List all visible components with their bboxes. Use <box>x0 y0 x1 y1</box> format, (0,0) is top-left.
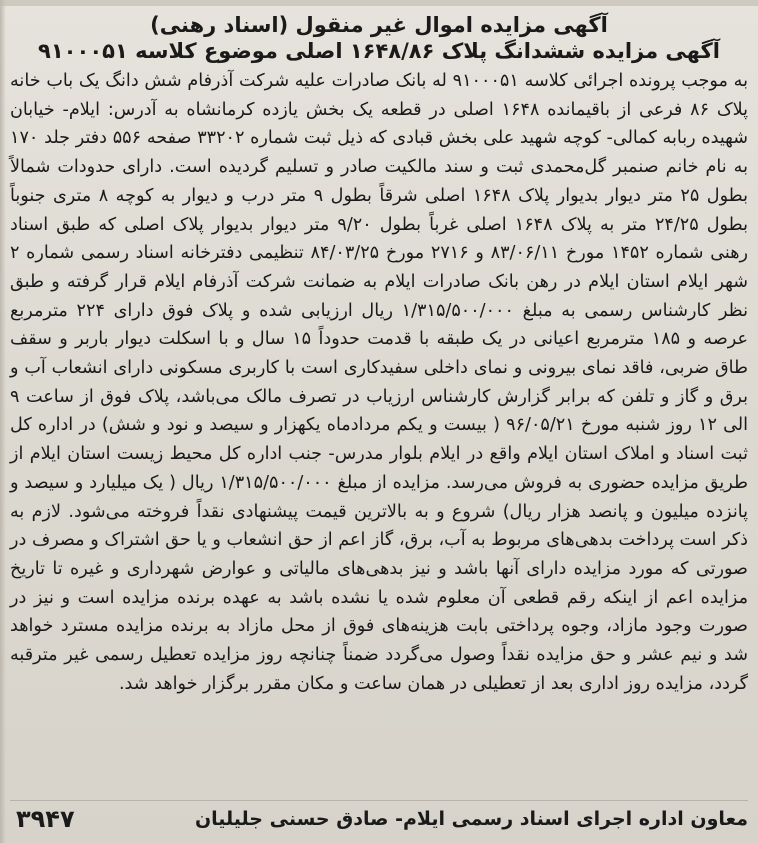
notice-title: آگهی مزایده اموال غیر منقول (اسناد رهنی) <box>150 13 608 37</box>
notice-body: به موجب پرونده اجرائی کلاسه ۹۱۰۰۰۵۱ له بانک صادرات علیه شرکت آذرفام شش دانگ یک باب خانه پلاک ۸۶ فرعی از باقیمانده ۱۶۴۸ اصلی در قطعه یک بخش یازده کرمانشاه به آدرس: ایلام- خیابان شهیده ربابه کمالی- کوچه شهید علی بخش قبادی که ذیل ثبت شماره ۳۳۲۰۲ صفحه ۵۵۶ دفتر جلد ۱۷۰ به نام خانم صنمبر گل‌محمدی ثبت و سند مالکیت صادر و تسلیم گردیده است. دارای حدودات شمالاً بطول ۲۵ متر دیوار بدیوار پلاک ۱۶۴۸ اصلی شرقاً بطول ۹ متر درب و دیوار به کوچه ۸ متری جنوباً بطول ۲۴/۲۵ متر به پلاک ۱۶۴۸ اصلی غرباً بطول ۹/۲۰ متر دیوار بدیوار پلاک اصلی که طبق اسناد رهنی شماره ۱۴۵۲ مورخ ۸۳/۰۶/۱۱ و ۲۷۱۶ مورخ ۸۴/۰۳/۲۵ تنظیمی دفترخانه اسناد رسمی شماره ۲ شهر ایلام استان ایلام در رهن بانک صادرات ایلام به ضمانت شرکت آذرفام ایلام قرار گرفته و طبق نظر کارشناس رسمی به مبلغ ۱/۳۱۵/۵۰۰/۰۰۰ ریال ارزیابی شده و پلاک فوق دارای ۲۲۴ مترمربع عرصه و ۱۸۵ مترمربع اعیانی در یک طبقه با قدمت حدوداً ۱۵ سال و با اسکلت دیوار باربر و سقف طاق ضربی، فاقد نمای بیرونی و نمای داخلی سفیدکاری است با کاربری مسکونی دارای انشعاب آب و برق و گاز و تلفن که برابر گزارش کارشناس ارزیاب در تصرف مالک می‌باشد، پلاک فوق از ساعت ۹ الی ۱۲ روز شنبه مورخ ۹۶/۰۵/۲۱ ( بیست و یکم مردادماه یکهزار و سیصد و نود و شش) در اداره کل ثبت اسناد و املاک استان ایلام واقع در ایلام بلوار مدرس- جنب اداره کل محیط زیست استان ایلام از طریق مزایده حضوری به فروش می‌رسد. مزایده از مبلغ ۱/۳۱۵/۵۰۰/۰۰۰ ریال ( یک میلیارد و سیصد و پانزده میلیون و پانصد هزار ریال) شروع و به بالاترین قیمت پیشنهادی نقداً فروخته می‌شود. لازم به ذکر است پرداخت بدهی‌های مربوط به آب، برق، گاز اعم از حق انشعاب و یا حق اشتراک و مصرف در صورتی که مورد مزایده دارای آنها باشد و نیز بدهی‌های مالیاتی و عوارض شهرداری و غیره تا تاریخ مزایده اعم از اینکه رقم قطعی آن معلوم شده یا نشده باشد به عهده برنده مزایده است و نیز در صورت وجود مازاد، وجوه پرداختی بابت هزینه‌های فوق از محل مازاد به برنده مزایده مسترد خواهد شد و نیم عشر و حق مزایده نقداً وصول می‌گردد ضمناً چنانچه روز مزایده تعطیل رسمی غیر مترقبه گردد، مزایده روز اداری بعد از تعطیلی در همان ساعت و مکان مقرر برگزار خواهد شد. <box>10 71 749 694</box>
paper-edge <box>0 0 758 6</box>
ad-code: ۳۹۴۷ <box>16 805 75 833</box>
notice-footer <box>10 800 748 837</box>
notice-subtitle: آگهی مزایده ششدانگ پلاک ۱۶۴۸/۸۶ اصلی موضوع کلاسه ۹۱۰۰۰۵۱ <box>38 39 720 63</box>
paper-fold-shadow <box>0 0 6 843</box>
signature-line: معاون اداره اجرای اسناد رسمی ایلام- صادق حسنی جلیلیان <box>194 808 748 830</box>
